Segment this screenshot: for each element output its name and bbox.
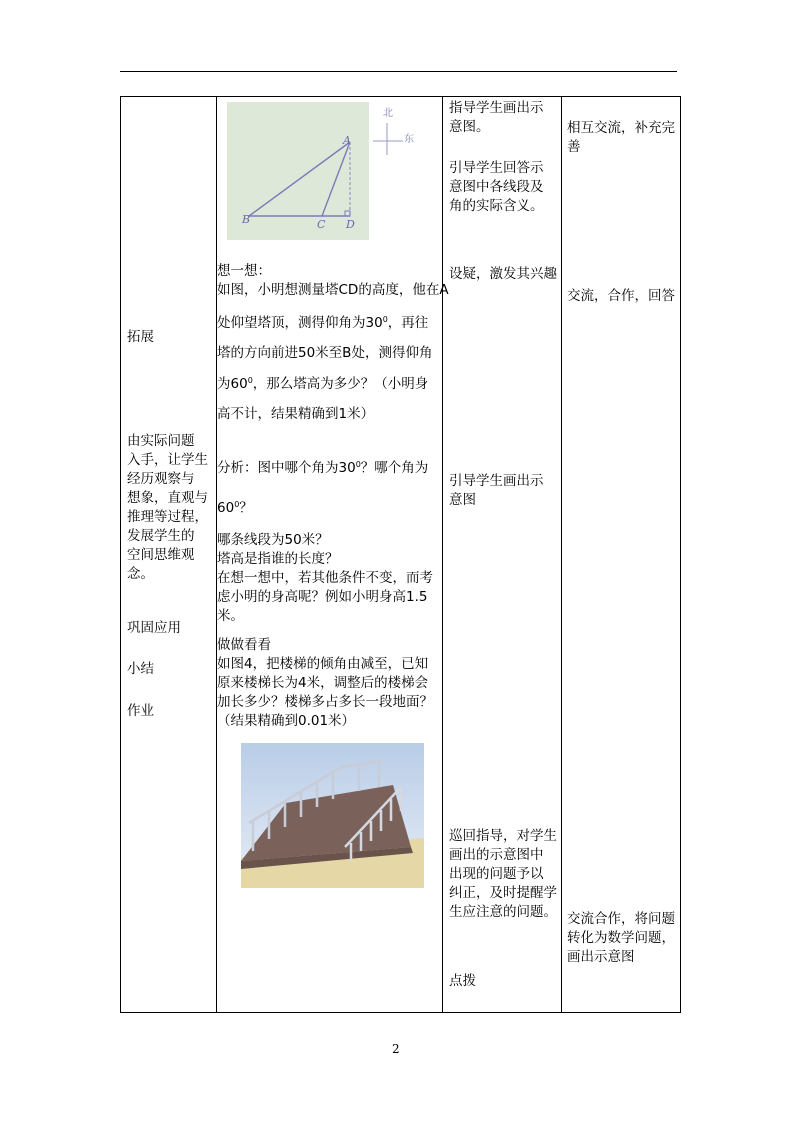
analysis-line: 分析：图中哪个角为$30^0$？哪个角为: [217, 460, 429, 476]
teacher-line: 生应注意的问题。: [449, 904, 557, 920]
teacher-line: 角的实际含义。: [449, 198, 544, 214]
stage-homework: 作业: [127, 703, 154, 719]
student-line: 交流合作，将问题: [567, 911, 675, 927]
teacher-guide-2: [449, 159, 544, 216]
design-intent-line: 空间思维观: [127, 547, 195, 563]
teacher-line: 意图中各线段及: [449, 179, 544, 195]
teacher-guide-4: [449, 827, 557, 922]
label-b: B: [242, 213, 251, 226]
stage-summary: 小结: [127, 661, 154, 677]
student-line: 相互交流，补充完: [567, 120, 675, 136]
student-line: 善: [567, 139, 581, 155]
teacher-line: 引导学生画出示: [449, 473, 544, 489]
design-intent-line: 经历观察与: [127, 471, 195, 487]
label-c: C: [317, 218, 326, 231]
analysis-line: 虑小明的身高呢？例如小明身高1.5: [217, 589, 428, 605]
compass-icon: [369, 117, 405, 157]
compass-north-label: 北: [383, 108, 393, 119]
teacher-line: 画出的示意图中: [449, 847, 544, 863]
analysis-line: 在想一想中，若其他条件不变，而考: [217, 570, 433, 586]
stairs-illustration: [241, 743, 424, 888]
page-number: 2: [392, 1042, 400, 1056]
problem-line: 高不计，结果精确到1米）: [217, 406, 375, 422]
think-title: 想一想：: [217, 263, 271, 279]
design-intent-line: 入手，让学生: [127, 452, 208, 468]
do-see-line: 原来楼梯长为4米，调整后的楼梯会: [217, 675, 429, 691]
teacher-line: 意图: [449, 492, 476, 508]
right-angle-mark: [345, 211, 350, 216]
teacher-line: 巡回指导，对学生: [449, 828, 557, 844]
teacher-line: 引导学生回答示: [449, 160, 544, 176]
do-see-line: 加长多少？楼梯多占多长一段地面？: [217, 694, 433, 710]
teacher-line: 出现的问题予以: [449, 866, 544, 882]
student-activity-2: 交流，合作，回答: [567, 288, 675, 304]
column-divider-3: [561, 97, 562, 1012]
teacher-line: 意图。: [449, 119, 490, 135]
design-intent-line: 念。: [127, 566, 154, 582]
analysis-line: 米。: [217, 608, 244, 624]
analysis-line: 哪条线段为50米？: [217, 532, 329, 548]
student-activity-3: [567, 910, 675, 967]
problem-line: 如图，小明想测量塔CD的高度，他在A: [217, 282, 449, 298]
problem-line: 处仰望塔顶，测得仰角为$30^0$，再往: [217, 315, 429, 331]
teacher-guide-1: [449, 99, 544, 137]
teacher-line: 指导学生画出示: [449, 100, 544, 116]
design-intent-line: 由实际问题: [127, 433, 195, 449]
teacher-line: 纠正，及时提醒学: [449, 885, 557, 901]
analysis-line: 塔高是指谁的长度？: [217, 551, 339, 567]
design-intent-line: 想象，直观与: [127, 490, 208, 506]
stage-consolidate: 巩固应用: [127, 620, 181, 636]
teacher-guide-3: [449, 472, 544, 510]
lesson-table: [120, 96, 681, 1013]
tower-diagram: [227, 102, 369, 240]
header-rule: [120, 71, 677, 72]
student-line: 画出示意图: [567, 949, 635, 965]
tower-figure: [227, 102, 369, 240]
line-ba: [249, 142, 350, 216]
label-a: A: [343, 134, 351, 147]
column-divider-2: [442, 97, 443, 1012]
design-intent: [127, 432, 208, 584]
student-activity-1: [567, 119, 675, 157]
design-intent-line: 推理等过程，: [127, 509, 208, 525]
do-see-line: （结果精确到0.01米）: [217, 713, 356, 729]
do-see-title: 做做看看: [217, 637, 271, 653]
compass-east-label: 东: [404, 134, 414, 145]
analysis-line: $60^0$？: [217, 500, 253, 516]
teacher-question: 设疑，激发其兴趣: [449, 266, 557, 282]
label-d: D: [346, 218, 355, 231]
design-intent-line: 发展学生的: [127, 528, 195, 544]
stage-extension: 拓展: [127, 329, 154, 345]
student-line: 转化为数学问题，: [567, 930, 675, 946]
problem-line: 塔的方向前进50米至B处，测得仰角: [217, 345, 433, 361]
problem-line: 为$60^0$，那么塔高为多少？（小明身: [217, 376, 429, 392]
do-see-line: 如图4，把楼梯的倾角由减至，已知: [217, 656, 429, 672]
stairs-figure: [241, 743, 424, 888]
teacher-hint: 点拨: [449, 973, 476, 989]
